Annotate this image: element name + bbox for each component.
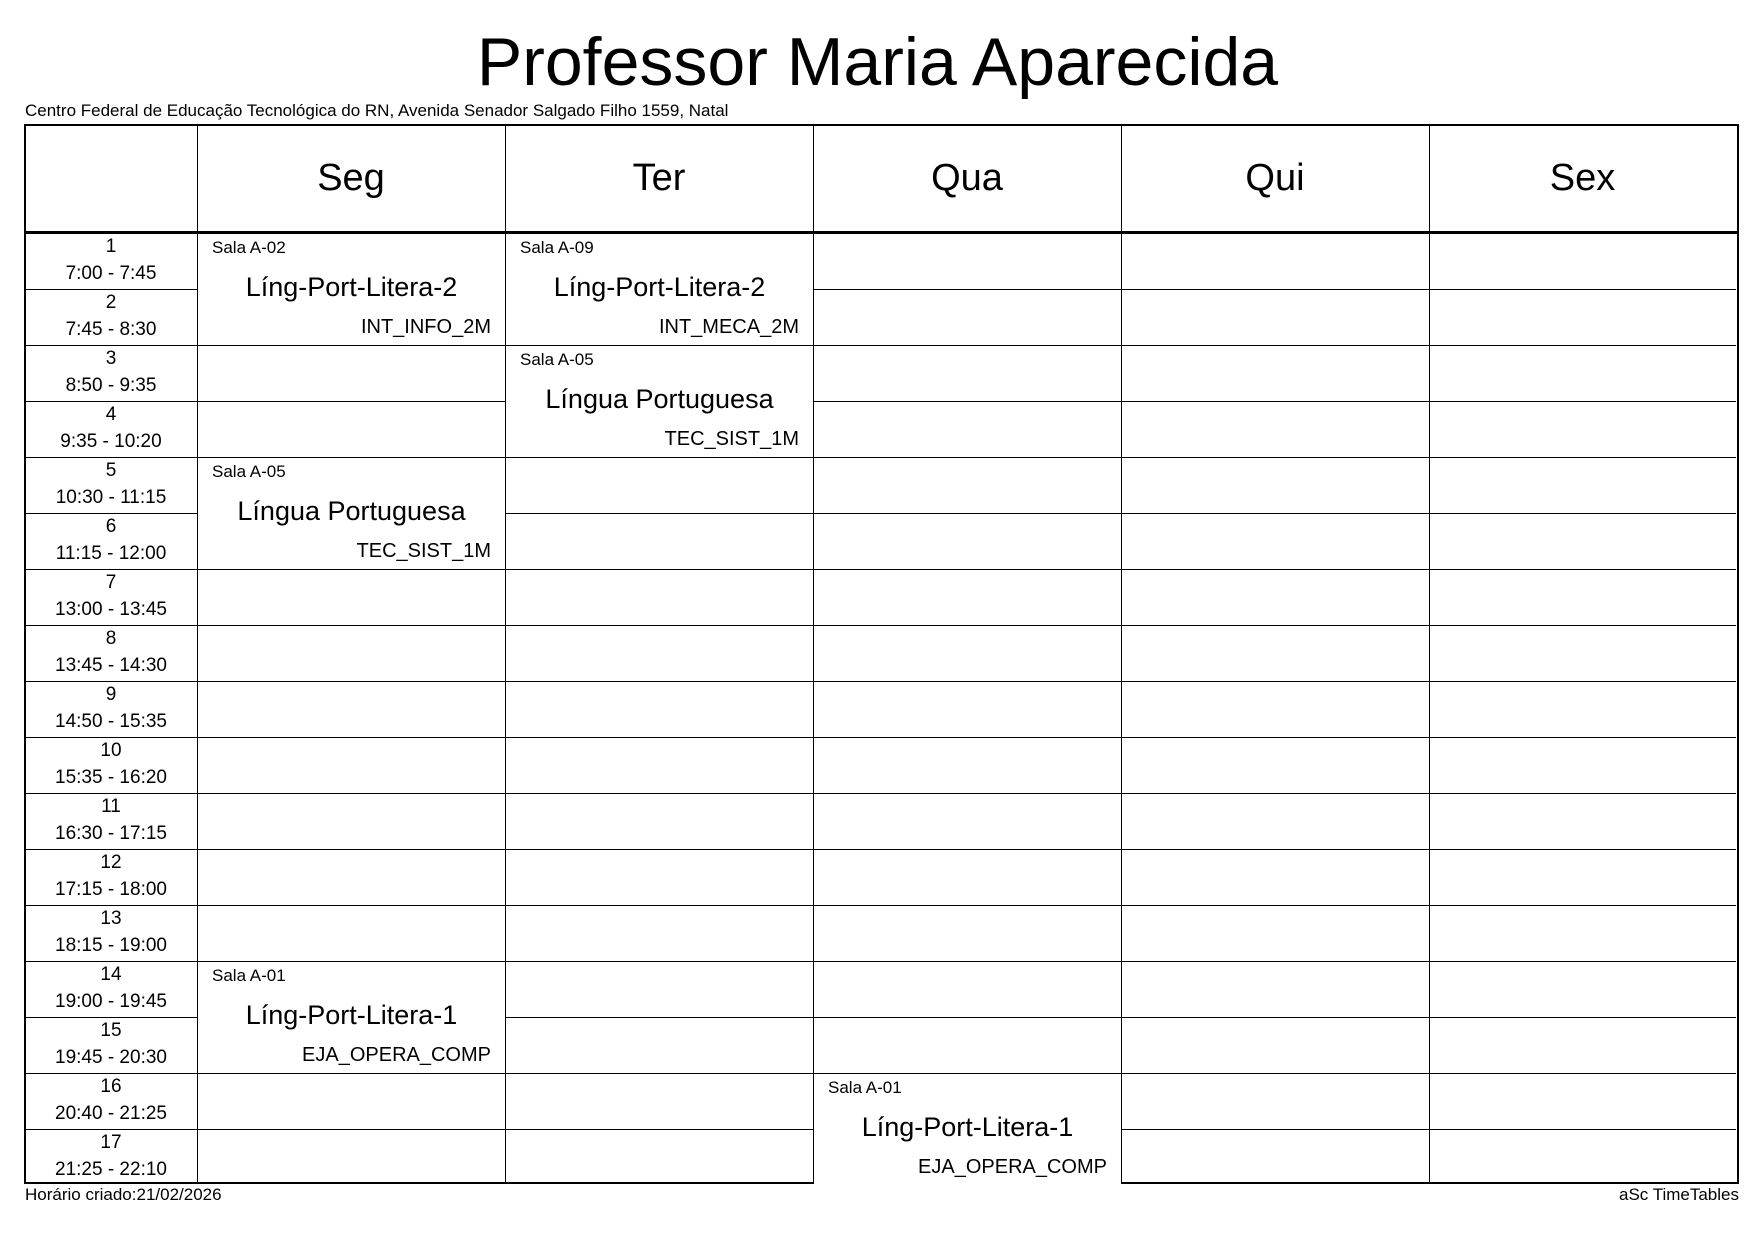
row-divider xyxy=(1121,513,1429,514)
lesson-subject: Líng-Port-Litera-2 xyxy=(245,272,458,302)
period-label xyxy=(26,961,196,1015)
period-time: 8:50 - 9:35 xyxy=(65,375,157,396)
lesson-card[interactable] xyxy=(198,962,505,1073)
row-divider xyxy=(1121,625,1429,626)
lesson-card[interactable] xyxy=(814,1074,1121,1185)
row-divider xyxy=(813,289,1121,290)
row-divider xyxy=(505,681,813,682)
period-number: 5 xyxy=(105,460,117,481)
lesson-room: Sala A-05 xyxy=(212,462,286,481)
row-divider xyxy=(505,793,813,794)
period-time: 13:00 - 13:45 xyxy=(55,599,167,620)
period-time: 17:15 - 18:00 xyxy=(55,879,167,900)
period-label xyxy=(26,1129,196,1183)
row-divider xyxy=(1121,681,1429,682)
lesson-class: EJA_OPERA_COMP xyxy=(302,1044,491,1066)
row-divider xyxy=(197,1129,505,1130)
period-number: 17 xyxy=(100,1132,122,1153)
period-time: 14:50 - 15:35 xyxy=(55,711,167,732)
lesson-class: TEC_SIST_1M xyxy=(356,540,491,562)
row-divider xyxy=(813,737,1121,738)
row-divider xyxy=(1121,345,1429,346)
day-header: Ter xyxy=(632,157,686,199)
row-divider xyxy=(1429,457,1736,458)
period-label xyxy=(26,737,196,791)
row-divider xyxy=(813,457,1121,458)
row-divider xyxy=(197,625,505,626)
period-time: 10:30 - 11:15 xyxy=(55,487,167,508)
row-divider xyxy=(197,793,505,794)
period-number: 8 xyxy=(105,628,117,649)
row-divider xyxy=(1121,737,1429,738)
row-divider xyxy=(813,793,1121,794)
period-time: 15:35 - 16:20 xyxy=(55,767,167,788)
period-label xyxy=(26,513,196,567)
row-divider xyxy=(813,1017,1121,1018)
page-title: Professor Maria Aparecida xyxy=(476,24,1279,100)
row-divider xyxy=(197,905,505,906)
period-label xyxy=(26,681,196,735)
row-divider xyxy=(1429,1017,1736,1018)
period-number: 14 xyxy=(100,964,122,985)
lesson-class: INT_INFO_2M xyxy=(360,316,491,338)
period-label xyxy=(26,793,196,847)
row-divider xyxy=(1121,401,1429,402)
row-divider xyxy=(1429,513,1736,514)
period-time: 19:45 - 20:30 xyxy=(55,1047,167,1068)
row-divider xyxy=(1429,289,1736,290)
period-label xyxy=(26,625,196,679)
period-label xyxy=(26,569,196,623)
period-label xyxy=(26,289,196,343)
lesson-subject: Líng-Port-Litera-1 xyxy=(861,1112,1074,1142)
period-number: 2 xyxy=(105,292,117,313)
lesson-card[interactable] xyxy=(198,234,505,345)
row-divider xyxy=(813,569,1121,570)
row-divider xyxy=(1429,345,1736,346)
period-time: 20:40 - 21:25 xyxy=(55,1103,167,1124)
lesson-room: Sala A-01 xyxy=(828,1078,902,1097)
period-label xyxy=(26,233,196,287)
row-divider xyxy=(813,961,1121,962)
row-divider xyxy=(1429,569,1736,570)
row-divider xyxy=(1429,849,1736,850)
row-divider xyxy=(505,961,813,962)
lesson-card[interactable] xyxy=(198,458,505,569)
period-number: 16 xyxy=(100,1076,122,1097)
row-divider xyxy=(505,457,813,458)
row-divider xyxy=(197,1073,505,1074)
row-divider xyxy=(1121,569,1429,570)
row-divider xyxy=(197,681,505,682)
school-address: Centro Federal de Educação Tecnológica do RN, Avenida Senador Salgado Filho 1559, Natal xyxy=(25,101,729,120)
day-header: Sex xyxy=(1549,157,1616,199)
row-divider xyxy=(813,625,1121,626)
period-time: 7:00 - 7:45 xyxy=(65,263,157,284)
row-divider xyxy=(813,513,1121,514)
period-number: 6 xyxy=(105,516,117,537)
lesson-subject: Língua Portuguesa xyxy=(545,384,774,414)
row-divider xyxy=(1429,1073,1736,1074)
period-label xyxy=(26,1017,196,1071)
lesson-room: Sala A-01 xyxy=(212,966,286,985)
period-time: 13:45 - 14:30 xyxy=(55,655,167,676)
row-divider xyxy=(1121,1073,1429,1074)
period-number: 15 xyxy=(100,1020,122,1041)
period-number: 13 xyxy=(100,908,122,929)
row-divider xyxy=(1121,961,1429,962)
lesson-class: EJA_OPERA_COMP xyxy=(918,1156,1107,1178)
day-header: Qui xyxy=(1245,157,1305,199)
lesson-subject: Língua Portuguesa xyxy=(237,496,466,526)
row-divider xyxy=(1121,905,1429,906)
period-label xyxy=(26,1073,196,1127)
lesson-card[interactable] xyxy=(506,346,813,457)
column-divider xyxy=(1121,126,1122,1182)
lesson-room: Sala A-05 xyxy=(520,350,594,369)
row-divider xyxy=(197,345,505,346)
lesson-subject: Líng-Port-Litera-1 xyxy=(245,1000,458,1030)
row-divider xyxy=(505,1017,813,1018)
period-label xyxy=(26,401,196,455)
row-divider xyxy=(1429,905,1736,906)
row-divider xyxy=(813,345,1121,346)
row-divider xyxy=(1429,625,1736,626)
row-divider xyxy=(505,737,813,738)
row-divider xyxy=(197,401,505,402)
row-divider xyxy=(1121,849,1429,850)
period-number: 9 xyxy=(105,684,117,705)
row-divider xyxy=(1121,1129,1429,1130)
row-divider xyxy=(197,849,505,850)
period-number: 1 xyxy=(105,236,117,257)
period-time: 11:15 - 12:00 xyxy=(55,543,167,564)
row-divider xyxy=(1121,289,1429,290)
created-date: Horário criado:21/02/2026 xyxy=(25,1185,222,1204)
period-number: 11 xyxy=(101,796,121,817)
period-number: 10 xyxy=(100,740,122,761)
row-divider xyxy=(813,905,1121,906)
day-header: Qua xyxy=(931,157,1003,199)
lesson-card[interactable] xyxy=(506,234,813,345)
software-credit: aSc TimeTables xyxy=(1619,1185,1739,1204)
column-divider xyxy=(813,126,814,1182)
column-divider xyxy=(1429,126,1430,1182)
row-divider xyxy=(505,625,813,626)
period-time: 19:00 - 19:45 xyxy=(55,991,167,1012)
period-number: 12 xyxy=(100,852,122,873)
row-divider xyxy=(813,849,1121,850)
row-divider xyxy=(505,849,813,850)
row-divider xyxy=(505,1129,813,1130)
row-divider xyxy=(197,569,505,570)
period-label xyxy=(26,457,196,511)
period-time: 16:30 - 17:15 xyxy=(55,823,167,844)
row-divider xyxy=(813,401,1121,402)
period-number: 3 xyxy=(105,348,117,369)
lesson-subject: Líng-Port-Litera-2 xyxy=(553,272,766,302)
row-divider xyxy=(1121,457,1429,458)
period-label xyxy=(26,905,196,959)
period-number: 4 xyxy=(105,404,117,425)
row-divider xyxy=(1429,793,1736,794)
row-divider xyxy=(1429,961,1736,962)
row-divider xyxy=(813,681,1121,682)
row-divider xyxy=(1429,1129,1736,1130)
row-divider xyxy=(1121,1017,1429,1018)
lesson-class: TEC_SIST_1M xyxy=(664,428,799,450)
row-divider xyxy=(505,569,813,570)
period-number: 7 xyxy=(105,572,117,593)
row-divider xyxy=(505,905,813,906)
row-divider xyxy=(1429,401,1736,402)
period-time: 9:35 - 10:20 xyxy=(60,431,162,452)
row-divider xyxy=(197,737,505,738)
lesson-class: INT_MECA_2M xyxy=(658,316,799,338)
lesson-room: Sala A-02 xyxy=(212,238,286,257)
row-divider xyxy=(505,1073,813,1074)
period-time: 18:15 - 19:00 xyxy=(55,935,167,956)
period-label xyxy=(26,849,196,903)
row-divider xyxy=(1121,793,1429,794)
period-label xyxy=(26,345,196,399)
day-header: Seg xyxy=(317,157,385,199)
row-divider xyxy=(1429,681,1736,682)
period-time: 7:45 - 8:30 xyxy=(65,319,157,340)
row-divider xyxy=(505,513,813,514)
row-divider xyxy=(1429,737,1736,738)
timetable-grid xyxy=(24,124,1739,1184)
lesson-room: Sala A-09 xyxy=(520,238,594,257)
period-time: 21:25 - 22:10 xyxy=(55,1159,167,1180)
